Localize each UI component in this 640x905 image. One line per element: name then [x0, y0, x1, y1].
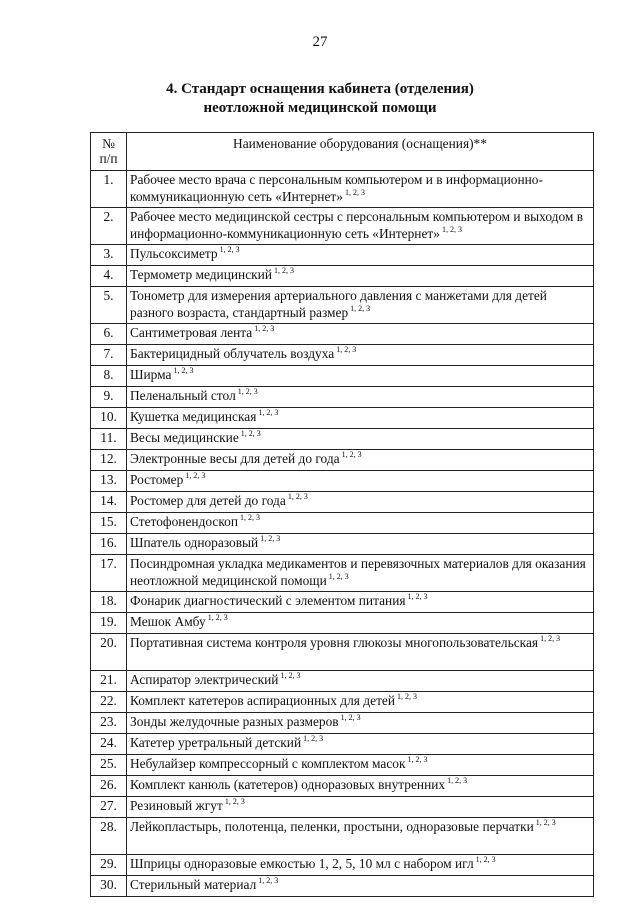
table-row	[91, 734, 594, 755]
table-row	[91, 245, 594, 266]
table-row	[91, 492, 594, 513]
row-number: 5.	[91, 287, 127, 324]
footnote-reference: 1, 2, 3	[540, 634, 561, 643]
equipment-name: Шпатель одноразовый	[130, 535, 259, 550]
equipment-name: Комплект канюль (катетеров) одноразовых внутренних	[130, 777, 446, 792]
table-body	[91, 171, 594, 897]
equipment-name: Термометр медицинский	[130, 267, 272, 282]
equipment-name: Зонды желудочные разных размеров	[130, 714, 339, 729]
table-row	[91, 408, 594, 429]
row-number: 27.	[91, 797, 127, 818]
equipment-name: Портативная система контроля уровня глюкозы многопользовательская	[130, 635, 539, 650]
equipment-name-cell	[127, 818, 594, 855]
equipment-name-cell	[127, 634, 594, 671]
header-number-cell	[91, 133, 127, 171]
table-row	[91, 287, 594, 324]
row-number: 20.	[91, 634, 127, 671]
equipment-name: Шприцы одноразовые емкостью 1, 2, 5, 10 мл с набором игл	[130, 856, 474, 871]
row-number: 11.	[91, 429, 127, 450]
row-number: 12.	[91, 450, 127, 471]
equipment-name-cell	[127, 450, 594, 471]
equipment-name: Рабочее место медицинской сестры с персональным компьютером и выходом в информационно-коммуникационную сеть «Интернет»	[130, 209, 584, 241]
equipment-name-cell	[127, 387, 594, 408]
document-title-line-1: 4. Стандарт оснащения кабинета (отделения)	[166, 81, 474, 97]
table-row	[91, 671, 594, 692]
table-row	[91, 171, 594, 208]
footnote-reference: 1, 2, 3	[258, 408, 279, 417]
row-number: 4.	[91, 266, 127, 287]
footnote-reference: 1, 2, 3	[344, 188, 365, 197]
equipment-name-cell	[127, 471, 594, 492]
footnote-reference: 1, 2, 3	[341, 450, 362, 459]
footnote-reference: 1, 2, 3	[260, 534, 281, 543]
equipment-name: Фонарик диагностический с элементом питания	[130, 593, 406, 608]
equipment-name: Небулайзер компрессорный с комплектом масок	[130, 756, 406, 771]
equipment-name-cell	[127, 324, 594, 345]
footnote-reference: 1, 2, 3	[240, 429, 261, 438]
row-number: 16.	[91, 534, 127, 555]
table-row	[91, 613, 594, 634]
footnote-reference: 1, 2, 3	[340, 713, 361, 722]
equipment-name-cell	[127, 671, 594, 692]
footnote-reference: 1, 2, 3	[237, 387, 258, 396]
equipment-name-cell	[127, 613, 594, 634]
table-row	[91, 324, 594, 345]
equipment-name-cell	[127, 245, 594, 266]
footnote-reference: 1, 2, 3	[240, 513, 261, 522]
table-row	[91, 592, 594, 613]
equipment-name-cell	[127, 797, 594, 818]
equipment-name: Рабочее место врача с персональным компьютером и в информационно-коммуникационную сеть «Интернет»	[130, 172, 543, 204]
equipment-name: Тонометр для измерения артериального давления с манжетами для детей разного возраста, стандартный размер	[130, 288, 547, 320]
equipment-name-cell	[127, 734, 594, 755]
row-number: 15.	[91, 513, 127, 534]
table-row	[91, 555, 594, 592]
equipment-name-cell	[127, 492, 594, 513]
row-number: 24.	[91, 734, 127, 755]
table-row	[91, 208, 594, 245]
footnote-reference: 1, 2, 3	[173, 366, 194, 375]
table-row	[91, 776, 594, 797]
footnote-reference: 1, 2, 3	[185, 471, 206, 480]
row-number: 13.	[91, 471, 127, 492]
equipment-name: Весы медицинские	[130, 430, 239, 445]
footnote-reference: 1, 2, 3	[207, 613, 228, 622]
equipment-name: Ростомер	[130, 472, 184, 487]
equipment-name: Сантиметровая лента	[130, 325, 253, 340]
equipment-name: Катетер уретральный детский	[130, 735, 302, 750]
row-number: 29.	[91, 855, 127, 876]
table-row	[91, 855, 594, 876]
equipment-name-cell	[127, 366, 594, 387]
equipment-name: Пеленальный стол	[130, 388, 236, 403]
equipment-name: Электронные весы для детей до года	[130, 451, 340, 466]
table-row	[91, 755, 594, 776]
table-row	[91, 471, 594, 492]
footnote-reference: 1, 2, 3	[274, 266, 294, 275]
table-row	[91, 513, 594, 534]
equipment-name: Комплект катетеров аспирационных для детей	[130, 693, 396, 708]
table-row	[91, 387, 594, 408]
table-row	[91, 692, 594, 713]
equipment-name: Стетофонендоскоп	[130, 514, 239, 529]
row-number: 2.	[91, 208, 127, 245]
table-row	[91, 818, 594, 855]
equipment-name-cell	[127, 513, 594, 534]
equipment-name: Пульсоксиметр	[130, 246, 218, 261]
document-title-line-2: неотложной медицинской помощи	[203, 100, 437, 116]
row-number: 21.	[91, 671, 127, 692]
footnote-reference: 1, 2, 3	[224, 797, 245, 806]
footnote-reference: 1, 2, 3	[407, 755, 428, 764]
footnote-reference: 1, 2, 3	[407, 592, 428, 601]
row-number: 8.	[91, 366, 127, 387]
footnote-reference: 1, 2, 3	[441, 225, 462, 234]
row-number: 17.	[91, 555, 127, 592]
table-row	[91, 713, 594, 734]
row-number: 26.	[91, 776, 127, 797]
row-number: 19.	[91, 613, 127, 634]
footnote-reference: 1, 2, 3	[336, 345, 357, 354]
document-title	[0, 80, 640, 118]
equipment-table	[90, 132, 594, 897]
footnote-reference: 1, 2, 3	[303, 734, 324, 743]
row-number: 23.	[91, 713, 127, 734]
equipment-name-cell	[127, 713, 594, 734]
row-number: 7.	[91, 345, 127, 366]
page-number: 27	[312, 34, 328, 50]
table-row	[91, 266, 594, 287]
row-number: 28.	[91, 818, 127, 855]
equipment-name-cell	[127, 592, 594, 613]
table-row	[91, 534, 594, 555]
footnote-reference: 1, 2, 3	[219, 245, 240, 254]
equipment-name: Бактерицидный облучатель воздуха	[130, 346, 335, 361]
equipment-name-cell	[127, 855, 594, 876]
footnote-reference: 1, 2, 3	[254, 324, 275, 333]
equipment-name: Посиндромная укладка медикаментов и перевязочных материалов для оказания неотложной медицинской помощи	[130, 556, 586, 588]
row-number: 6.	[91, 324, 127, 345]
table-row	[91, 797, 594, 818]
equipment-name-cell	[127, 408, 594, 429]
equipment-name-cell	[127, 287, 594, 324]
equipment-name: Мешок Амбу	[130, 614, 206, 629]
equipment-name-cell	[127, 692, 594, 713]
header-number-line-1: №	[102, 136, 115, 151]
footnote-reference: 1, 2, 3	[397, 692, 418, 701]
equipment-name: Стерильный материал	[130, 877, 257, 892]
table-row	[91, 876, 594, 897]
equipment-name: Ростомер для детей до года	[130, 493, 286, 508]
equipment-name-cell	[127, 429, 594, 450]
footnote-reference: 1, 2, 3	[280, 671, 301, 680]
header-number-line-2: п/п	[99, 151, 118, 166]
table-row	[91, 429, 594, 450]
footnote-reference: 1, 2, 3	[447, 776, 468, 785]
footnote-reference: 1, 2, 3	[475, 855, 496, 864]
equipment-name-cell	[127, 171, 594, 208]
row-number: 25.	[91, 755, 127, 776]
equipment-name-cell	[127, 266, 594, 287]
equipment-name-cell	[127, 555, 594, 592]
row-number: 1.	[91, 171, 127, 208]
row-number: 9.	[91, 387, 127, 408]
row-number: 22.	[91, 692, 127, 713]
equipment-name: Резиновый жгут	[130, 798, 223, 813]
equipment-name-cell	[127, 776, 594, 797]
equipment-name: Аспиратор электрический	[130, 672, 279, 687]
row-number: 18.	[91, 592, 127, 613]
table-row	[91, 450, 594, 471]
equipment-name-cell	[127, 208, 594, 245]
row-number: 3.	[91, 245, 127, 266]
table-header-row	[91, 133, 594, 171]
row-number: 10.	[91, 408, 127, 429]
footnote-reference: 1, 2, 3	[328, 572, 349, 581]
row-number: 30.	[91, 876, 127, 897]
header-name-cell: Наименование оборудования (оснащения)**	[127, 133, 594, 171]
equipment-name: Ширма	[130, 367, 172, 382]
footnote-reference: 1, 2, 3	[287, 492, 308, 501]
equipment-name-cell	[127, 876, 594, 897]
table-row	[91, 634, 594, 671]
footnote-reference: 1, 2, 3	[535, 818, 556, 827]
equipment-name-cell	[127, 755, 594, 776]
table-row	[91, 366, 594, 387]
equipment-name: Кушетка медицинская	[130, 409, 257, 424]
equipment-name-cell	[127, 345, 594, 366]
equipment-name-cell	[127, 534, 594, 555]
footnote-reference: 1, 2, 3	[258, 876, 279, 885]
row-number: 14.	[91, 492, 127, 513]
table-row	[91, 345, 594, 366]
equipment-name: Лейкопластырь, полотенца, пеленки, простыни, одноразовые перчатки	[130, 819, 534, 834]
footnote-reference: 1, 2, 3	[350, 304, 371, 313]
